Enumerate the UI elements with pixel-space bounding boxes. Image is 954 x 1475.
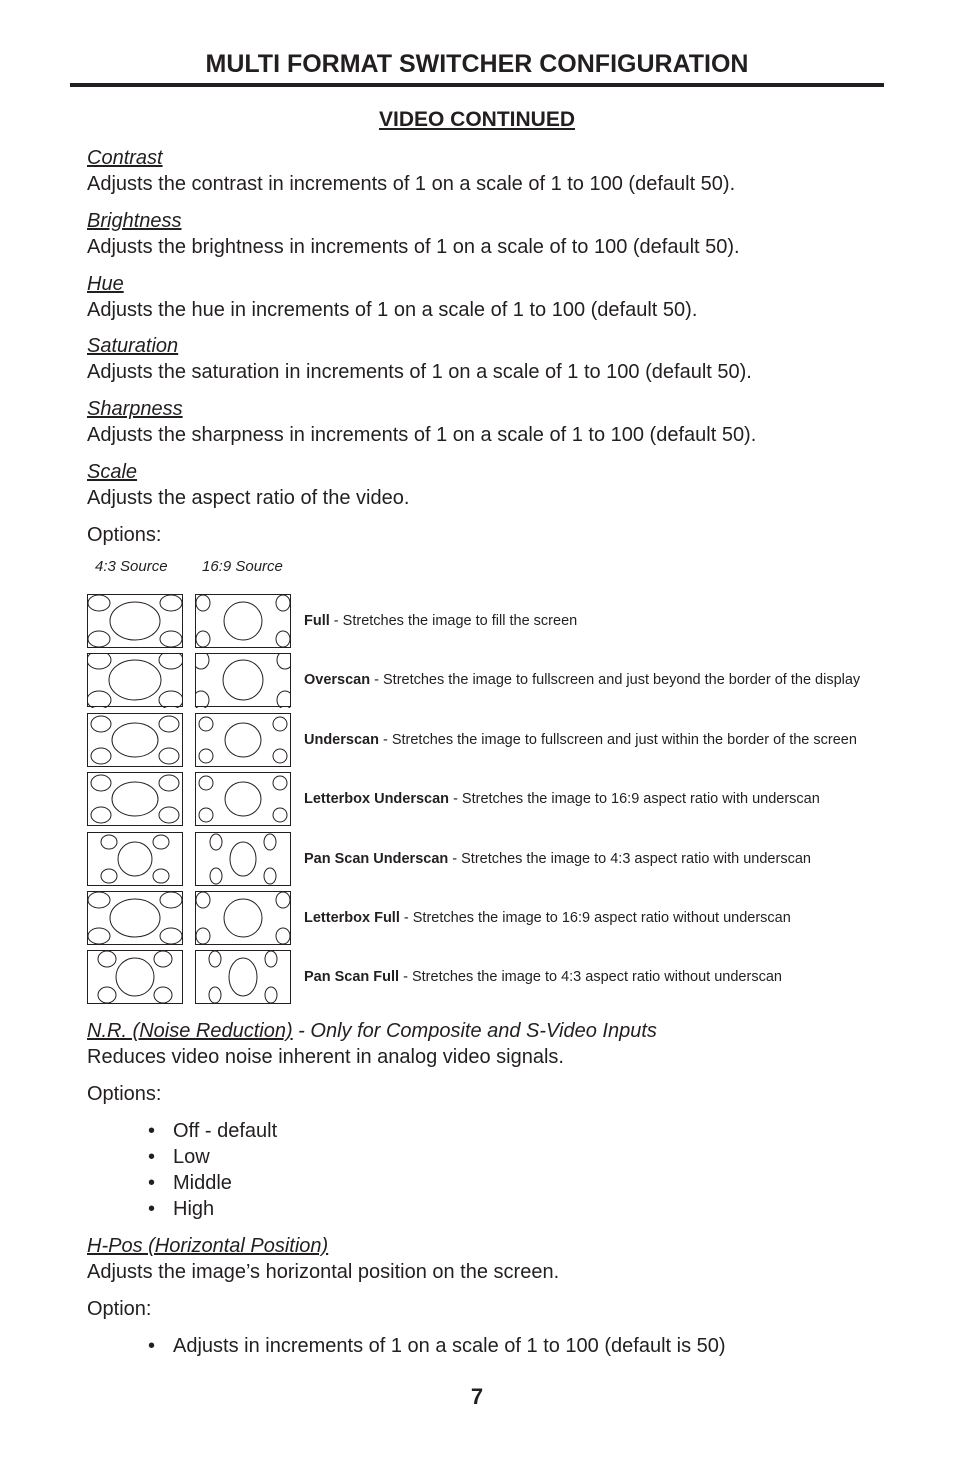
option-label: Adjusts in increments of 1 on a scale of 1 to 100 (default is 50) [173, 1335, 726, 1357]
source-169-label: 16:9 Source [202, 558, 283, 575]
option-description: - Stretches the image to 16:9 aspect ratio without underscan [399, 910, 791, 926]
scale-option-full [304, 610, 577, 632]
option-description: - Stretches the image to fill the screen [329, 613, 578, 629]
sharpness-term: Sharpness [87, 398, 183, 420]
bullet-icon: • [148, 1335, 156, 1357]
scale-description: Adjusts the aspect ratio of the video. [87, 487, 410, 509]
scale-option-letterbox-full [304, 907, 791, 929]
hue-description: Adjusts the hue in increments of 1 on a scale of 1 to 100 (default 50). [87, 299, 698, 321]
option-description: - Stretches the image to 4:3 aspect ratio with underscan [448, 851, 811, 867]
list-item [148, 1118, 277, 1144]
h-pos-description: Adjusts the image’s horizontal position on the screen. [87, 1261, 560, 1283]
underscan-169-diagram [195, 713, 291, 768]
letterbox-underscan-43-diagram [87, 772, 183, 827]
section-subtitle: VIDEO CONTINUED [378, 108, 575, 131]
scale-option-underscan [304, 729, 857, 751]
noise-reduction-options-label: Options: [87, 1083, 162, 1105]
bullet-icon: • [148, 1120, 156, 1142]
option-name: Pan Scan Underscan [304, 851, 449, 867]
bullet-icon: • [148, 1198, 156, 1220]
noise-reduction-description: Reduces video noise inherent in analog video signals. [87, 1046, 564, 1068]
option-label: Middle [173, 1172, 232, 1194]
option-description: - Stretches the image to fullscreen and just beyond the border of the display [370, 672, 861, 688]
pan-scan-underscan-43-diagram [87, 832, 183, 887]
option-description: - Stretches the image to 16:9 aspect ratio with underscan [449, 791, 820, 807]
letterbox-full-169-diagram [195, 891, 291, 946]
option-name: Letterbox Full [304, 910, 400, 926]
scale-option-letterbox-underscan [304, 788, 820, 810]
list-item [148, 1196, 277, 1222]
overscan-169-diagram [195, 653, 291, 708]
option-name: Underscan [304, 732, 379, 748]
title-rule [70, 83, 884, 87]
source-43-label: 4:3 Source [95, 558, 168, 575]
scale-options-label: Options: [87, 524, 162, 546]
saturation-term: Saturation [87, 335, 179, 357]
option-description: - Stretches the image to 4:3 aspect ratio without underscan [399, 969, 782, 985]
pan-scan-full-43-diagram [87, 950, 183, 1005]
scale-term: Scale [87, 461, 138, 483]
brightness-term: Brightness [87, 210, 182, 232]
letterbox-underscan-169-diagram [195, 772, 291, 827]
option-name: Overscan [304, 672, 371, 688]
hue-term: Hue [87, 273, 124, 295]
brightness-description: Adjusts the brightness in increments of 1 on a scale of to 100 (default 50). [87, 236, 740, 258]
pan-scan-underscan-169-diagram [195, 832, 291, 887]
saturation-description: Adjusts the saturation in increments of 1 on a scale of 1 to 100 (default 50). [87, 361, 752, 383]
h-pos-options-label: Option: [87, 1298, 152, 1320]
full-169-diagram [195, 594, 291, 649]
option-name: Full [304, 613, 330, 629]
noise-reduction-term: N.R. (Noise Reduction) [87, 1020, 293, 1042]
noise-reduction-note: - Only for Composite and S-Video Inputs [292, 1020, 657, 1042]
scale-option-overscan [304, 669, 860, 691]
h-pos-term: H-Pos (Horizontal Position) [87, 1235, 329, 1257]
bullet-icon: • [148, 1172, 156, 1194]
contrast-term: Contrast [87, 147, 163, 169]
option-label: Low [173, 1146, 210, 1168]
h-pos-options-list [148, 1333, 726, 1359]
option-name: Pan Scan Full [304, 969, 400, 985]
option-description: - Stretches the image to fullscreen and just within the border of the screen [378, 732, 857, 748]
bullet-icon: • [148, 1146, 156, 1168]
sharpness-description: Adjusts the sharpness in increments of 1 on a scale of 1 to 100 (default 50). [87, 424, 757, 446]
option-label: Off - default [173, 1120, 278, 1142]
scale-option-pan-scan-underscan [304, 848, 811, 870]
option-label: High [173, 1198, 215, 1220]
contrast-description: Adjusts the contrast in increments of 1 on a scale of 1 to 100 (default 50). [87, 173, 736, 195]
list-item [148, 1170, 277, 1196]
page-title: MULTI FORMAT SWITCHER CONFIGURATION [205, 50, 749, 78]
pan-scan-full-169-diagram [195, 950, 291, 1005]
overscan-43-diagram [87, 653, 183, 708]
noise-reduction-options-list [148, 1118, 277, 1222]
scale-option-pan-scan-full [304, 966, 782, 988]
list-item [148, 1144, 277, 1170]
full-43-diagram [87, 594, 183, 649]
noise-reduction-heading [87, 1018, 657, 1044]
option-name: Letterbox Underscan [304, 791, 450, 807]
page-number: 7 [470, 1384, 484, 1409]
underscan-43-diagram [87, 713, 183, 768]
letterbox-full-43-diagram [87, 891, 183, 946]
list-item [148, 1333, 726, 1359]
